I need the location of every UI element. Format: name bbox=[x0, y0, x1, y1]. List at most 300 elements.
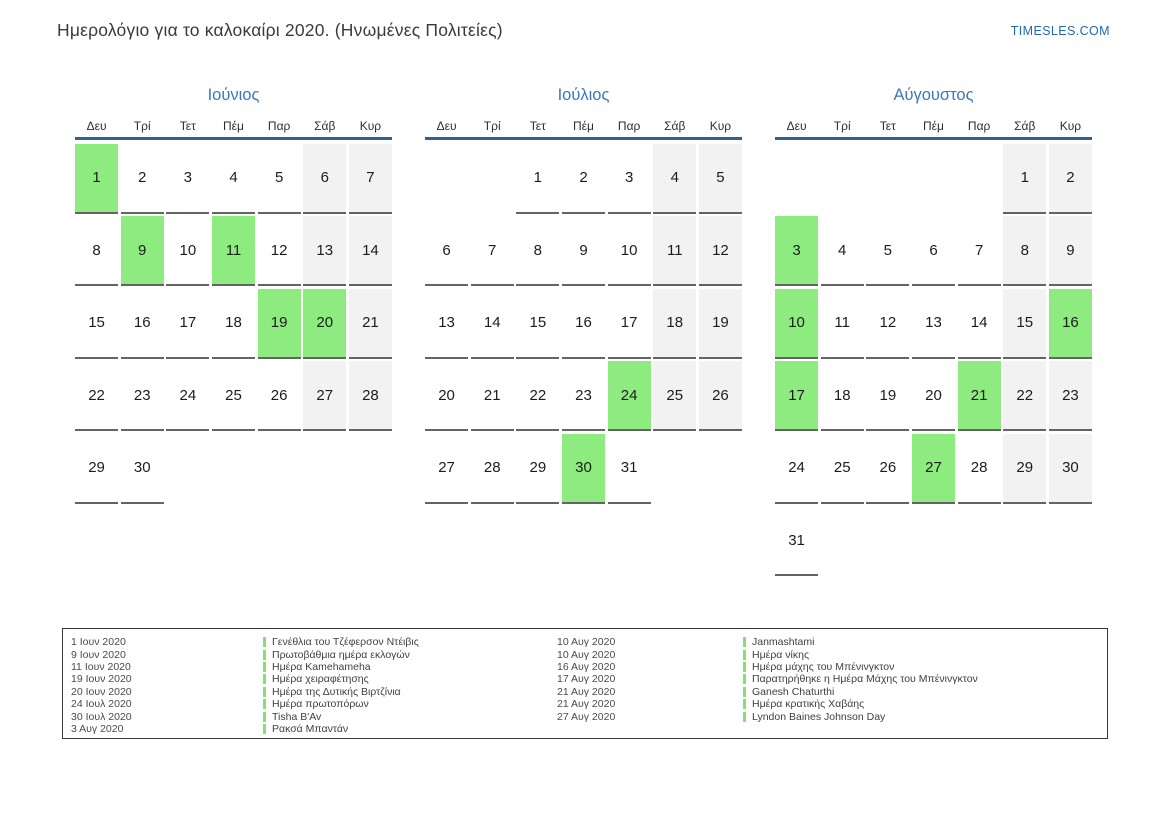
day-number: 18 bbox=[833, 386, 851, 404]
day-cell bbox=[212, 144, 255, 214]
weekday-label: Σάβ bbox=[664, 119, 686, 133]
day-cell bbox=[425, 216, 468, 286]
empty-cell bbox=[1049, 506, 1092, 576]
month-card bbox=[425, 84, 742, 504]
day-cell bbox=[425, 289, 468, 359]
day-cell bbox=[121, 434, 164, 504]
day-cell bbox=[562, 361, 605, 431]
weekday-label: Κυρ bbox=[709, 119, 732, 133]
day-number: 28 bbox=[362, 386, 379, 404]
weekday-header-row bbox=[425, 118, 742, 134]
day-number: 6 bbox=[442, 241, 451, 259]
legend-holiday-name: Πρωτοβάθμια ημέρα εκλογών bbox=[272, 648, 410, 661]
legend-holiday-name: Ημέρα της Δυτικής Βιρτζίνια bbox=[272, 685, 401, 698]
weekday-label: Δευ bbox=[436, 119, 457, 133]
day-number: 15 bbox=[88, 314, 105, 332]
day-number: 24 bbox=[179, 386, 197, 404]
page-title: Ημερολόγιο για το καλοκαίρι 2020. (Ηνωμένες Πολιτείες) bbox=[57, 20, 503, 40]
day-cell bbox=[303, 216, 346, 286]
legend-entry bbox=[71, 661, 419, 673]
day-number: 3 bbox=[624, 169, 634, 186]
legend-date: 10 Αυγ 2020 bbox=[557, 636, 616, 649]
day-number: 10 bbox=[179, 241, 197, 259]
day-number: 12 bbox=[270, 241, 288, 259]
day-cell bbox=[425, 434, 468, 504]
empty-cell bbox=[303, 434, 346, 504]
day-number: 19 bbox=[712, 314, 729, 332]
weekday-label: Τρί bbox=[483, 119, 501, 133]
legend-color-bar bbox=[743, 674, 746, 684]
day-cell bbox=[1049, 144, 1092, 214]
day-cell bbox=[653, 289, 696, 359]
day-cell bbox=[608, 216, 651, 286]
day-number: 19 bbox=[879, 386, 897, 404]
holiday-day-cell bbox=[775, 216, 818, 286]
day-number: 21 bbox=[362, 314, 379, 332]
day-cell bbox=[349, 216, 392, 286]
day-cell bbox=[166, 361, 209, 431]
day-cell bbox=[775, 506, 818, 576]
empty-cell bbox=[349, 434, 392, 504]
day-number: 24 bbox=[620, 386, 638, 404]
day-number: 23 bbox=[1062, 386, 1079, 404]
day-number: 7 bbox=[366, 169, 375, 186]
day-number: 4 bbox=[838, 241, 847, 259]
day-cell bbox=[121, 361, 164, 431]
day-cell bbox=[471, 361, 514, 431]
legend-entry bbox=[557, 698, 978, 710]
weekday-label: Τρί bbox=[133, 119, 151, 133]
day-cell bbox=[471, 434, 514, 504]
day-number: 20 bbox=[925, 386, 942, 404]
day-cell bbox=[958, 434, 1001, 504]
empty-cell bbox=[775, 144, 818, 214]
day-cell bbox=[258, 361, 301, 431]
legend-entry bbox=[557, 648, 978, 660]
empty-cell bbox=[653, 434, 696, 504]
day-cell bbox=[1003, 216, 1046, 286]
month-header-rule bbox=[425, 137, 742, 140]
day-cell bbox=[699, 216, 742, 286]
day-number: 5 bbox=[883, 241, 893, 259]
legend-holiday-name: Ganesh Chaturthi bbox=[752, 685, 835, 698]
day-cell bbox=[653, 216, 696, 286]
day-number: 17 bbox=[179, 314, 197, 332]
legend-date: 27 Αυγ 2020 bbox=[557, 710, 616, 723]
month-title: Ιούλιος bbox=[557, 86, 610, 104]
day-number: 1 bbox=[533, 169, 543, 186]
legend-date: 20 Ιουν 2020 bbox=[71, 685, 132, 698]
month-grid bbox=[425, 144, 742, 504]
legend-date: 1 Ιουν 2020 bbox=[71, 636, 126, 649]
day-number: 25 bbox=[225, 386, 242, 404]
day-number: 16 bbox=[1062, 314, 1079, 332]
day-number: 7 bbox=[974, 241, 984, 259]
day-cell bbox=[866, 434, 909, 504]
legend-entry bbox=[71, 710, 419, 722]
day-number: 17 bbox=[620, 314, 638, 332]
legend-date: 9 Ιουν 2020 bbox=[71, 648, 126, 661]
day-number: 28 bbox=[483, 459, 501, 477]
month-card bbox=[775, 84, 1092, 576]
day-cell bbox=[516, 434, 559, 504]
day-number: 11 bbox=[666, 241, 683, 259]
day-cell bbox=[349, 144, 392, 214]
day-cell bbox=[121, 289, 164, 359]
legend-color-bar bbox=[263, 724, 266, 734]
holiday-day-cell bbox=[303, 289, 346, 359]
day-number: 23 bbox=[575, 386, 592, 404]
day-number: 9 bbox=[579, 241, 588, 259]
legend-entry bbox=[557, 661, 978, 673]
empty-cell bbox=[471, 144, 514, 214]
holiday-day-cell bbox=[608, 361, 651, 431]
day-number: 29 bbox=[88, 459, 105, 477]
day-cell bbox=[608, 144, 651, 214]
day-number: 18 bbox=[666, 314, 684, 332]
day-number: 22 bbox=[529, 386, 547, 404]
legend-color-bar bbox=[263, 687, 266, 697]
legend-color-bar bbox=[743, 699, 746, 709]
empty-cell bbox=[258, 434, 301, 504]
day-cell bbox=[1003, 361, 1046, 431]
day-number: 29 bbox=[1016, 459, 1034, 477]
legend-entry bbox=[71, 648, 419, 660]
day-number: 8 bbox=[533, 241, 543, 259]
day-number: 25 bbox=[666, 386, 684, 404]
day-cell bbox=[121, 144, 164, 214]
empty-cell bbox=[912, 506, 955, 576]
legend-date: 11 Ιουν 2020 bbox=[71, 660, 131, 673]
legend-holiday-name: Janmashtami bbox=[752, 636, 815, 649]
day-number: 21 bbox=[483, 386, 501, 404]
day-number: 14 bbox=[483, 314, 501, 332]
empty-cell bbox=[821, 506, 864, 576]
day-cell bbox=[608, 434, 651, 504]
empty-cell bbox=[821, 144, 864, 214]
day-cell bbox=[1049, 361, 1092, 431]
legend-holiday-name: Ημέρα κρατικής Χαβάης bbox=[752, 698, 865, 711]
day-number: 5 bbox=[274, 169, 284, 186]
day-number: 15 bbox=[529, 314, 547, 332]
month-title: Ιούνιος bbox=[207, 86, 260, 104]
legend-date: 10 Αυγ 2020 bbox=[557, 648, 616, 661]
day-number: 19 bbox=[270, 314, 288, 332]
empty-cell bbox=[958, 144, 1001, 214]
day-cell bbox=[471, 216, 514, 286]
day-number: 11 bbox=[834, 314, 850, 332]
day-number: 4 bbox=[229, 169, 238, 186]
day-number: 7 bbox=[488, 241, 497, 259]
weekday-label: Τετ bbox=[879, 119, 896, 133]
day-number: 27 bbox=[316, 386, 334, 404]
day-number: 26 bbox=[879, 459, 897, 477]
day-cell bbox=[958, 289, 1001, 359]
legend-color-bar bbox=[263, 662, 266, 672]
holiday-day-cell bbox=[958, 361, 1001, 431]
weekday-label: Πέμ bbox=[223, 119, 244, 133]
day-number: 25 bbox=[833, 459, 851, 477]
day-cell bbox=[866, 361, 909, 431]
day-cell bbox=[699, 361, 742, 431]
day-cell bbox=[821, 216, 864, 286]
day-number: 28 bbox=[970, 459, 988, 477]
day-number: 31 bbox=[788, 531, 805, 549]
day-cell bbox=[75, 434, 118, 504]
weekday-label: Παρ bbox=[617, 119, 641, 133]
month-title: Αύγουστος bbox=[893, 86, 974, 104]
legend-color-bar bbox=[743, 662, 746, 672]
legend-holiday-name: Ημέρα μάχης του Μπένινγκτον bbox=[752, 660, 895, 673]
legend-entry bbox=[557, 636, 978, 648]
legend-holiday-name: Lyndon Baines Johnson Day bbox=[752, 710, 886, 723]
day-cell bbox=[866, 216, 909, 286]
day-cell bbox=[653, 361, 696, 431]
day-number: 26 bbox=[712, 386, 729, 404]
weekday-label: Τρί bbox=[833, 119, 851, 133]
day-number: 1 bbox=[92, 169, 101, 186]
legend-holiday-name: Ημέρα Kamehameha bbox=[272, 660, 371, 673]
day-number: 30 bbox=[133, 459, 151, 477]
day-number: 8 bbox=[1020, 241, 1029, 259]
day-number: 6 bbox=[929, 241, 938, 259]
holiday-day-cell bbox=[1049, 289, 1092, 359]
weekday-label: Δευ bbox=[786, 119, 807, 133]
day-number: 12 bbox=[712, 241, 729, 259]
day-cell bbox=[349, 361, 392, 431]
legend-date: 3 Αυγ 2020 bbox=[71, 722, 124, 735]
day-cell bbox=[516, 361, 559, 431]
legend-holiday-name: Ρακσά Μπαντάν bbox=[272, 722, 349, 735]
empty-cell bbox=[866, 144, 909, 214]
legend-color-bar bbox=[263, 674, 266, 684]
day-number: 30 bbox=[1062, 459, 1079, 477]
weekday-label: Πέμ bbox=[923, 119, 944, 133]
day-cell bbox=[516, 289, 559, 359]
legend-holiday-name: Γενέθλια του Τζέφερσον Ντέιβις bbox=[272, 636, 419, 649]
day-number: 2 bbox=[1066, 169, 1075, 186]
legend-entry bbox=[71, 686, 419, 698]
legend-right-column bbox=[557, 636, 978, 723]
legend-holiday-name: Ημέρα χειραφέτησης bbox=[272, 673, 369, 686]
legend-holiday-name: Ημέρα πρωτοπόρων bbox=[272, 698, 369, 711]
day-number: 11 bbox=[225, 241, 242, 259]
day-number: 3 bbox=[792, 241, 801, 259]
day-number: 16 bbox=[133, 314, 151, 332]
weekday-label: Δευ bbox=[86, 119, 107, 133]
day-cell bbox=[821, 361, 864, 431]
day-cell bbox=[166, 216, 209, 286]
day-number: 13 bbox=[925, 314, 942, 332]
day-cell bbox=[699, 144, 742, 214]
day-number: 9 bbox=[138, 241, 147, 259]
day-cell bbox=[516, 216, 559, 286]
legend-color-bar bbox=[743, 712, 746, 722]
empty-cell bbox=[212, 434, 255, 504]
day-number: 14 bbox=[362, 241, 379, 259]
holiday-day-cell bbox=[212, 216, 255, 286]
day-number: 15 bbox=[1016, 314, 1034, 332]
weekday-label: Σάβ bbox=[1014, 119, 1036, 133]
legend-left-column bbox=[71, 636, 419, 735]
day-cell bbox=[821, 434, 864, 504]
day-number: 9 bbox=[1066, 241, 1075, 259]
day-cell bbox=[166, 289, 209, 359]
holiday-day-cell bbox=[775, 361, 818, 431]
legend-entry bbox=[71, 698, 419, 710]
weekday-label: Πέμ bbox=[573, 119, 594, 133]
holiday-day-cell bbox=[562, 434, 605, 504]
day-number: 14 bbox=[970, 314, 988, 332]
legend-holiday-name: Tisha B'Av bbox=[272, 710, 322, 723]
legend-date: 17 Αυγ 2020 bbox=[557, 673, 616, 686]
day-number: 2 bbox=[579, 169, 588, 186]
day-number: 20 bbox=[438, 386, 455, 404]
day-number: 18 bbox=[225, 314, 242, 332]
day-cell bbox=[912, 216, 955, 286]
day-number: 13 bbox=[316, 241, 334, 259]
legend-holiday-name: Παρατηρήθηκε η Ημέρα Μάχης του Μπένινγκτον bbox=[752, 673, 978, 686]
day-number: 27 bbox=[438, 459, 455, 477]
day-number: 20 bbox=[316, 314, 334, 332]
day-cell bbox=[1003, 144, 1046, 214]
legend-entry bbox=[71, 723, 419, 735]
weekday-label: Παρ bbox=[267, 119, 291, 133]
day-cell bbox=[212, 361, 255, 431]
day-cell bbox=[912, 361, 955, 431]
day-number: 17 bbox=[788, 386, 805, 404]
day-number: 2 bbox=[138, 169, 147, 186]
empty-cell bbox=[866, 506, 909, 576]
day-cell bbox=[866, 289, 909, 359]
legend-color-bar bbox=[743, 650, 746, 660]
legend-date: 16 Αυγ 2020 bbox=[557, 660, 616, 673]
day-cell bbox=[653, 144, 696, 214]
empty-cell bbox=[1003, 506, 1046, 576]
weekday-label: Κυρ bbox=[359, 119, 382, 133]
day-cell bbox=[1003, 434, 1046, 504]
day-number: 13 bbox=[438, 314, 455, 332]
day-number: 1 bbox=[1020, 169, 1029, 186]
day-cell bbox=[75, 216, 118, 286]
legend-color-bar bbox=[743, 637, 746, 647]
day-cell bbox=[821, 289, 864, 359]
day-number: 3 bbox=[183, 169, 193, 186]
day-cell bbox=[562, 144, 605, 214]
day-number: 24 bbox=[788, 459, 805, 477]
weekday-label: Παρ bbox=[967, 119, 991, 133]
day-cell bbox=[912, 289, 955, 359]
legend-color-bar bbox=[263, 637, 266, 647]
day-cell bbox=[258, 144, 301, 214]
legend-entry bbox=[71, 673, 419, 685]
day-cell bbox=[471, 289, 514, 359]
empty-cell bbox=[912, 144, 955, 214]
legend-date: 21 Αυγ 2020 bbox=[557, 698, 616, 711]
legend-entry bbox=[557, 686, 978, 698]
legend-date: 24 Ιουλ 2020 bbox=[71, 698, 132, 711]
day-number: 16 bbox=[575, 314, 592, 332]
month-card bbox=[75, 84, 392, 504]
month-grid bbox=[775, 144, 1092, 577]
empty-cell bbox=[958, 506, 1001, 576]
legend-entry bbox=[71, 636, 419, 648]
day-number: 30 bbox=[575, 459, 592, 477]
day-number: 6 bbox=[320, 169, 329, 186]
day-cell bbox=[775, 434, 818, 504]
day-cell bbox=[562, 289, 605, 359]
empty-cell bbox=[425, 144, 468, 214]
day-cell bbox=[166, 144, 209, 214]
day-number: 22 bbox=[88, 386, 105, 404]
day-cell bbox=[258, 216, 301, 286]
holiday-day-cell bbox=[121, 216, 164, 286]
day-number: 10 bbox=[620, 241, 638, 259]
day-cell bbox=[212, 289, 255, 359]
day-cell bbox=[1049, 216, 1092, 286]
day-number: 26 bbox=[270, 386, 288, 404]
day-cell bbox=[958, 216, 1001, 286]
day-number: 4 bbox=[670, 169, 679, 186]
empty-cell bbox=[699, 434, 742, 504]
day-number: 21 bbox=[970, 386, 988, 404]
day-number: 8 bbox=[92, 241, 101, 259]
day-cell bbox=[699, 289, 742, 359]
day-number: 31 bbox=[620, 459, 638, 477]
holiday-day-cell bbox=[775, 289, 818, 359]
holiday-day-cell bbox=[75, 144, 118, 214]
day-cell bbox=[303, 361, 346, 431]
day-cell bbox=[303, 144, 346, 214]
day-number: 10 bbox=[788, 314, 805, 332]
month-grid bbox=[75, 144, 392, 504]
legend-color-bar bbox=[263, 650, 266, 660]
month-header-rule bbox=[775, 137, 1092, 140]
day-number: 22 bbox=[1016, 386, 1034, 404]
weekday-header-row bbox=[75, 118, 392, 134]
day-cell bbox=[75, 289, 118, 359]
day-cell bbox=[1049, 434, 1092, 504]
day-number: 5 bbox=[716, 169, 725, 186]
legend-entry bbox=[557, 710, 978, 722]
weekday-header-row bbox=[775, 118, 1092, 134]
legend-date: 30 Ιουλ 2020 bbox=[71, 710, 132, 723]
legend-entry bbox=[557, 673, 978, 685]
month-header-rule bbox=[75, 137, 392, 140]
day-number: 29 bbox=[529, 459, 547, 477]
brand-link[interactable]: TIMESLES.COM bbox=[1010, 24, 1110, 38]
legend-holiday-name: Ημέρα νίκης bbox=[752, 648, 810, 661]
day-cell bbox=[75, 361, 118, 431]
day-number: 23 bbox=[133, 386, 151, 404]
legend-date: 19 Ιουν 2020 bbox=[71, 673, 132, 686]
holiday-legend bbox=[62, 628, 1108, 739]
legend-date: 21 Αυγ 2020 bbox=[557, 685, 616, 698]
day-cell bbox=[562, 216, 605, 286]
legend-color-bar bbox=[263, 699, 266, 709]
holiday-day-cell bbox=[912, 434, 955, 504]
day-cell bbox=[425, 361, 468, 431]
weekday-label: Τετ bbox=[179, 119, 196, 133]
weekday-label: Τετ bbox=[529, 119, 546, 133]
empty-cell bbox=[166, 434, 209, 504]
weekday-label: Κυρ bbox=[1059, 119, 1082, 133]
day-cell bbox=[349, 289, 392, 359]
legend-color-bar bbox=[263, 712, 266, 722]
holiday-day-cell bbox=[258, 289, 301, 359]
day-number: 27 bbox=[925, 459, 942, 477]
day-cell bbox=[608, 289, 651, 359]
